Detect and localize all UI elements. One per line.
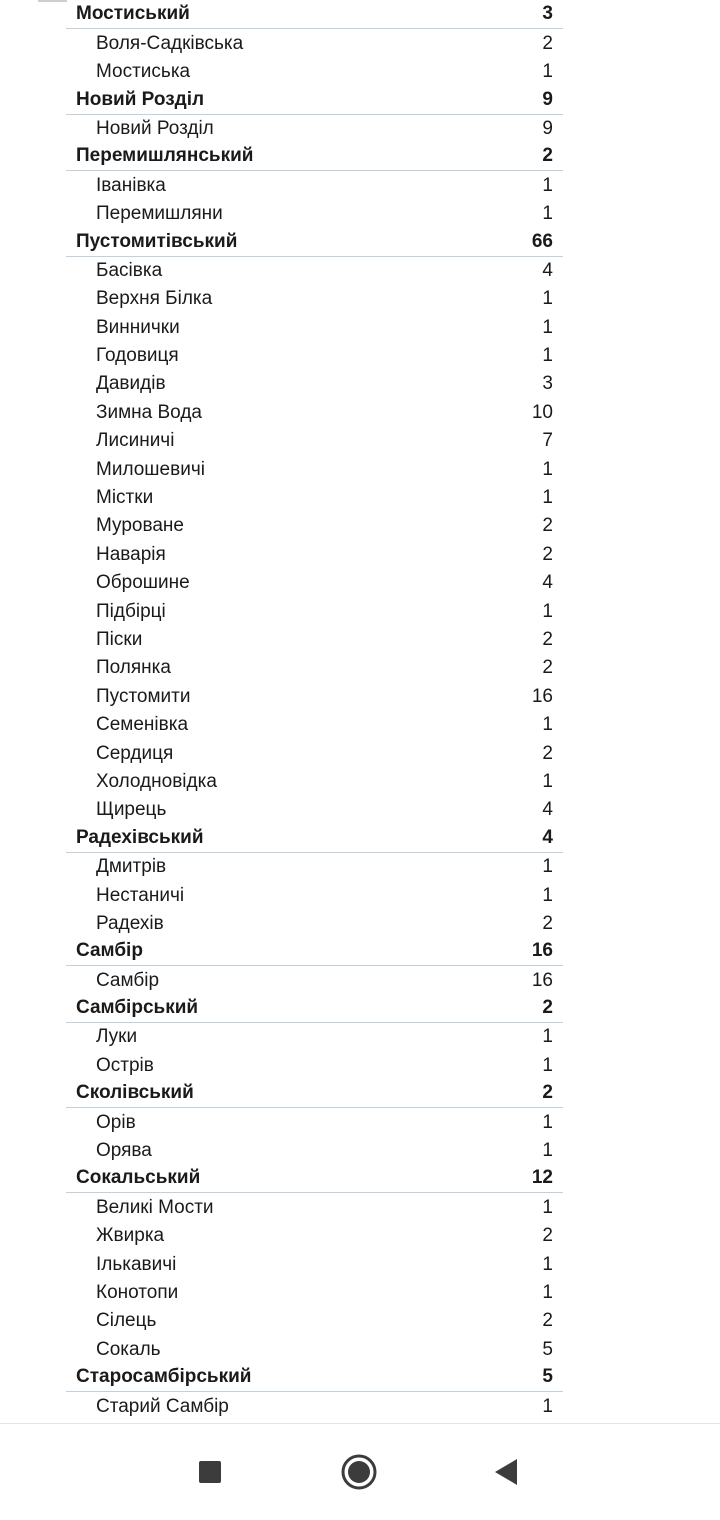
settlement-name: Воля-Садківська xyxy=(96,32,244,54)
settlement-count: 1 xyxy=(542,1026,553,1048)
settlement-row[interactable] xyxy=(66,1051,563,1079)
settlement-name: Містки xyxy=(96,487,154,509)
district-name: Мостиський xyxy=(76,3,190,25)
settlement-name: Годовиця xyxy=(96,345,179,367)
square-stop-icon xyxy=(180,1444,240,1500)
settlement-name: Самбір xyxy=(96,969,160,991)
settlement-name: Щирець xyxy=(96,799,167,821)
settlement-count: 2 xyxy=(542,657,553,679)
settlement-count: 1 xyxy=(542,458,553,480)
settlement-row[interactable] xyxy=(66,342,563,370)
settlement-row[interactable] xyxy=(66,1307,563,1335)
back-button[interactable] xyxy=(476,1444,536,1500)
recents-button[interactable] xyxy=(180,1444,240,1500)
settlement-row[interactable] xyxy=(66,1392,563,1420)
settlement-row[interactable] xyxy=(66,257,563,285)
settlement-row[interactable] xyxy=(66,1193,563,1221)
district-row[interactable] xyxy=(66,1080,563,1108)
district-name: Радехівський xyxy=(76,826,204,848)
settlement-row[interactable] xyxy=(66,427,563,455)
settlement-name: Муроване xyxy=(96,515,184,537)
district-count: 12 xyxy=(531,1167,553,1189)
settlement-count: 7 xyxy=(542,430,553,452)
settlement-count: 10 xyxy=(531,401,553,423)
settlement-row[interactable] xyxy=(66,540,563,568)
settlement-row[interactable] xyxy=(66,597,563,625)
settlement-row[interactable] xyxy=(66,313,563,341)
district-count: 5 xyxy=(542,1366,553,1388)
settlement-count: 1 xyxy=(542,316,553,338)
settlement-count: 1 xyxy=(542,1281,553,1303)
settlement-row[interactable] xyxy=(66,398,563,426)
settlement-name: Дмитрів xyxy=(96,856,167,878)
settlement-row[interactable] xyxy=(66,29,563,57)
settlement-count: 2 xyxy=(542,515,553,537)
settlement-name: Великі Мости xyxy=(96,1196,214,1218)
circle-home-icon xyxy=(329,1444,389,1500)
settlement-name: Перемишляни xyxy=(96,203,223,225)
settlement-count: 2 xyxy=(542,32,553,54)
settlement-count: 4 xyxy=(542,799,553,821)
settlement-name: Жвирка xyxy=(96,1225,165,1247)
settlement-name: Сердиця xyxy=(96,742,174,764)
settlement-name: Орява xyxy=(96,1140,152,1162)
settlement-count: 1 xyxy=(542,1253,553,1275)
district-count: 4 xyxy=(542,826,553,848)
settlement-name: Радехів xyxy=(96,912,164,934)
district-name: Старосамбірський xyxy=(76,1366,252,1388)
settlement-name: Полянка xyxy=(96,657,171,679)
settlement-row[interactable] xyxy=(66,796,563,824)
settlement-row[interactable] xyxy=(66,58,563,86)
district-row[interactable] xyxy=(66,1,563,29)
district-name: Сколівський xyxy=(76,1082,194,1104)
settlement-name: Верхня Білка xyxy=(96,288,213,310)
district-list xyxy=(66,1,563,1421)
settlement-name: Острів xyxy=(96,1054,154,1076)
triangle-back-icon xyxy=(476,1444,536,1500)
settlement-name: Пустомити xyxy=(96,685,191,707)
district-row[interactable] xyxy=(66,228,563,256)
district-row[interactable] xyxy=(66,1364,563,1392)
settlement-row[interactable] xyxy=(66,853,563,881)
settlement-count: 1 xyxy=(542,600,553,622)
district-row[interactable] xyxy=(66,938,563,966)
district-name: Сокальський xyxy=(76,1167,201,1189)
district-count: 2 xyxy=(542,997,553,1019)
settlement-name: Зимна Вода xyxy=(96,401,202,423)
settlement-name: Ількавичі xyxy=(96,1253,177,1275)
district-row[interactable] xyxy=(66,143,563,171)
settlement-count: 1 xyxy=(542,884,553,906)
settlement-count: 1 xyxy=(542,487,553,509)
district-row[interactable] xyxy=(66,995,563,1023)
settlement-row[interactable] xyxy=(66,1222,563,1250)
settlement-count: 1 xyxy=(542,1395,553,1417)
settlement-name: Сілець xyxy=(96,1310,157,1332)
district-count: 3 xyxy=(542,3,553,25)
district-name: Самбір xyxy=(76,940,143,962)
settlement-name: Милошевичі xyxy=(96,458,205,480)
district-count: 16 xyxy=(531,940,553,962)
settlement-count: 16 xyxy=(531,685,553,707)
settlement-name: Сокаль xyxy=(96,1338,161,1360)
settlement-name: Орів xyxy=(96,1111,136,1133)
settlement-count: 2 xyxy=(542,1310,553,1332)
settlement-count: 9 xyxy=(542,117,553,139)
settlement-row[interactable] xyxy=(66,768,563,796)
settlement-row[interactable] xyxy=(66,285,563,313)
settlement-count: 2 xyxy=(542,1225,553,1247)
district-count: 9 xyxy=(542,88,553,110)
settlement-count: 2 xyxy=(542,628,553,650)
settlement-name: Підбірці xyxy=(96,600,166,622)
settlement-row[interactable] xyxy=(66,1023,563,1051)
settlement-count: 1 xyxy=(542,203,553,225)
settlement-name: Конотопи xyxy=(96,1281,179,1303)
settlement-count: 1 xyxy=(542,345,553,367)
settlement-name: Іванівка xyxy=(96,174,166,196)
settlement-row[interactable] xyxy=(66,910,563,938)
settlement-count: 1 xyxy=(542,1140,553,1162)
settlement-row[interactable] xyxy=(66,1108,563,1136)
settlement-count: 2 xyxy=(542,912,553,934)
district-row[interactable] xyxy=(66,824,563,852)
system-navigation-bar xyxy=(0,1424,720,1520)
settlement-count: 1 xyxy=(542,288,553,310)
settlement-name: Семенівка xyxy=(96,714,189,736)
settlement-name: Оброшине xyxy=(96,572,190,594)
settlement-name: Лисиничі xyxy=(96,430,175,452)
settlement-count: 1 xyxy=(542,61,553,83)
district-name: Пустомитівський xyxy=(76,230,238,252)
settlement-name: Піски xyxy=(96,628,143,650)
settlement-row[interactable] xyxy=(66,881,563,909)
settlement-count: 1 xyxy=(542,856,553,878)
settlement-row[interactable] xyxy=(66,654,563,682)
settlement-count: 1 xyxy=(542,1111,553,1133)
settlement-name: Давидів xyxy=(96,373,166,395)
district-name: Новий Розділ xyxy=(76,88,205,110)
settlement-row[interactable] xyxy=(66,115,563,143)
settlement-row[interactable] xyxy=(66,512,563,540)
settlement-row[interactable] xyxy=(66,171,563,199)
settlement-name: Наварія xyxy=(96,543,166,565)
settlement-count: 16 xyxy=(531,969,553,991)
settlement-count: 3 xyxy=(542,373,553,395)
settlement-row[interactable] xyxy=(66,200,563,228)
settlement-name: Нестаничі xyxy=(96,884,185,906)
settlement-row[interactable] xyxy=(66,966,563,994)
settlement-row[interactable] xyxy=(66,1137,563,1165)
top-tab-indicator xyxy=(38,0,67,2)
settlement-row[interactable] xyxy=(66,1250,563,1278)
settlement-count: 4 xyxy=(542,259,553,281)
settlement-row[interactable] xyxy=(66,455,563,483)
settlement-count: 4 xyxy=(542,572,553,594)
district-name: Самбірський xyxy=(76,997,199,1019)
settlement-row[interactable] xyxy=(66,484,563,512)
settlement-name: Мостиська xyxy=(96,61,191,83)
home-button[interactable] xyxy=(329,1444,389,1500)
settlement-count: 1 xyxy=(542,174,553,196)
settlement-row[interactable] xyxy=(66,711,563,739)
district-count: 2 xyxy=(542,145,553,167)
settlement-name: Басівка xyxy=(96,259,163,281)
settlement-name: Виннички xyxy=(96,316,180,338)
settlement-name: Холодновідка xyxy=(96,770,217,792)
settlement-name: Старий Самбір xyxy=(96,1395,229,1417)
settlement-row[interactable] xyxy=(66,1279,563,1307)
settlement-count: 1 xyxy=(542,1054,553,1076)
settlement-count: 5 xyxy=(542,1338,553,1360)
settlement-count: 2 xyxy=(542,742,553,764)
district-count: 2 xyxy=(542,1082,553,1104)
settlement-name: Новий Розділ xyxy=(96,117,214,139)
district-row[interactable] xyxy=(66,1165,563,1193)
settlement-row[interactable] xyxy=(66,569,563,597)
settlement-row[interactable] xyxy=(66,370,563,398)
settlement-row[interactable] xyxy=(66,626,563,654)
settlement-count: 1 xyxy=(542,770,553,792)
district-count: 66 xyxy=(531,230,553,252)
settlement-count: 2 xyxy=(542,543,553,565)
settlement-count: 1 xyxy=(542,714,553,736)
settlement-name: Луки xyxy=(96,1026,138,1048)
settlement-count: 1 xyxy=(542,1196,553,1218)
settlement-row[interactable] xyxy=(66,739,563,767)
district-name: Перемишлянський xyxy=(76,145,254,167)
settlement-row[interactable] xyxy=(66,682,563,710)
district-row[interactable] xyxy=(66,86,563,114)
settlement-row[interactable] xyxy=(66,1335,563,1363)
